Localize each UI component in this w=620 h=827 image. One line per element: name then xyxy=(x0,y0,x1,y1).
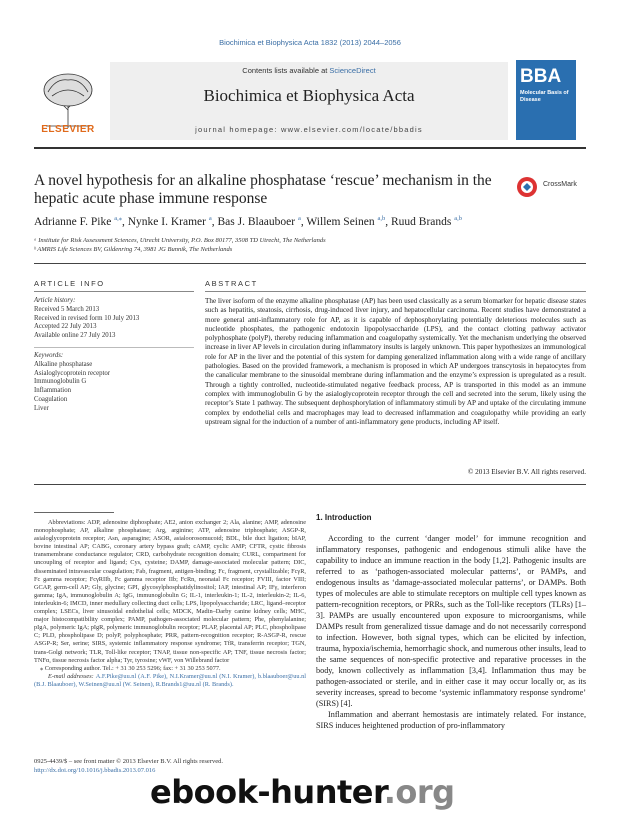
author-name: Ruud Brands xyxy=(391,215,452,228)
author-name: Willem Seinen xyxy=(306,215,375,228)
abbreviations-footnote xyxy=(34,519,306,689)
keyword: Alkaline phosphatase xyxy=(34,360,93,368)
author-list: Adrianne F. Pike $^{a,⁎}$, Nynke I. Kramer $^a$, Bas J. Blaauboer $^a$, Willem Seinen $^{a,b}$, Ruud Brands $^{a,b}$ xyxy=(34,215,463,228)
abstract-text: The liver isoform of the enzyme alkaline phosphatase (AP) has been used classically as a serum biomarker for hepatic disease states such as hepatitis, steatosis, cirrhosis, drug-induced liver injury, and hepatocellular carcinoma. Recent studies have demonstrated a more general anti-inflammatory role for AP, as it is capable of dephosphorylating potentially deleterious molecules such as nucleotide phosphates, the pathogenic endotoxin lipopolysaccharide (LPS), and the contact clotting pathway activator polyphosphate (polyP), thereby reducing inflammation and coagulopathy systemically. Yet the mechanism underlying the observed increase in liver AP levels in circulation during inflammatory insults is largely unknown. This paper hypothesizes an immunological role for AP in the liver and the potential of this system for damping generalized inflammation along with a wide range of ancillary pathologies. Based on the provided framework, a mechanism is proposed in which AP undergoes transcytosis in hepatocytes from the canalicular membrane to the sinusoidal membrane during inflammation and the enzyme’s expression is upregulated as a result. Through a tightly controlled, nucleotide-stimulated negative feedback process, AP is transported in this model as an immune complex with immunoglobulin G by the asialoglycoprotein receptor through the cell and secreted into the serum, likely using the receptor’s State 1 pathway. The subsequent dephosphorylation of inflammatory stimuli by AP and uptake of the circulating immune complex by endothelial cells and macrophages may lead to decreased inflammation and coagulopathy while providing an early upstream signal for the induction of a number of anti-inflammatory gene products, including AP itself. xyxy=(205,297,586,426)
keywords xyxy=(34,352,194,414)
keyword: Asialoglycoprotein receptor xyxy=(34,369,111,377)
divider xyxy=(205,291,586,292)
article-info-heading: ARTICLE INFO xyxy=(34,279,105,288)
history-item: Received in revised form 10 July 2013 xyxy=(34,314,140,322)
email-label: E-mail addresses: xyxy=(48,672,96,680)
section-heading: 1. Introduction xyxy=(316,513,372,522)
copyright-notice: © 2013 Elsevier B.V. All rights reserved. xyxy=(467,468,586,476)
history-label: Article history: xyxy=(34,297,76,304)
introduction-body xyxy=(316,533,586,731)
affiliation-b: ᵇ AMRIS Life Sciences BV, Gildenring 74, 3981 JG Bunnik, The Netherlands xyxy=(34,246,233,253)
abstract-heading: ABSTRACT xyxy=(205,279,258,288)
cover-subtitle: Molecular Basis of Disease xyxy=(520,90,569,103)
keyword: Immunoglobulin G xyxy=(34,378,87,386)
header-rule xyxy=(34,147,586,149)
divider xyxy=(34,347,194,348)
email-addresses[interactable]: A.F.Pike@uu.nl (A.F. Pike), N.I.Kramer@uu.nl (N.I. Kramer), b.blaauboer@uu.nl (B.J. Blaauboer), W.Seinen@uu.nl (W. Seinen), R.Brands1@uu.nl (R. Brands). xyxy=(34,672,306,688)
journal-homepage[interactable]: journal homepage: www.elsevier.com/locate/bbadis xyxy=(195,125,423,134)
divider xyxy=(34,484,586,485)
paragraph: According to the current ‘danger model’ for immune recognition and inflammatory responses, pathogenic and endogenous stimuli alike have the capability to induce an immune reaction in the body [1,2]. Pathogenic insults are referred to as ‘pathogen-associated molecular patterns’, or PAMPs, and endogenous insults as ‘damage-associated molecular patterns’, or DAMPs. Both types of molecules are able to stimulate receptors on multiple cell types known as pattern-recognition receptors, or PRRs, such as the Toll-like receptors (TLRs) [1–3]. PAMPs are usually encountered upon exposure to microorganisms, while DAMPs result from generalized tissue damage and do not necessarily correspond to infection. However, both signal types, which can be elicited by infection, trauma, hypoxia/ischemia, hemorrhagic shock, and numerous other insults, lead to the same sequences of non-specific protective and reparative processes in the body, known collectively as inflammation [3,4]. Inflammation thus may be pathogen-associated or sterile, and in either case it may occur locally or, as its severity increases, spread to become ‘systemic inflammatory response syndrome’ (SIRS) [4]. xyxy=(316,534,586,708)
history-item: Available online 27 July 2013 xyxy=(34,332,116,340)
history-item: Accepted 22 July 2013 xyxy=(34,323,97,331)
journal-name: Biochimica et Biophysica Acta xyxy=(203,86,415,105)
author-name: Bas J. Blaauboer xyxy=(217,215,296,228)
footnote-rule xyxy=(34,512,114,513)
doi-link[interactable]: http://dx.doi.org/10.1016/j.bbadis.2013.07.016 xyxy=(34,766,156,774)
keyword: Coagulation xyxy=(34,395,68,403)
history-item: Received 5 March 2013 xyxy=(34,305,100,313)
sciencedirect-link[interactable]: ScienceDirect xyxy=(329,66,376,75)
keyword: Liver xyxy=(34,404,49,412)
watermark: ebook-hunter.org xyxy=(150,773,455,811)
issn-line: 0925-4439/$ – see front matter © 2013 Elsevier B.V. All rights reserved. xyxy=(34,758,223,765)
abbreviations-text: Abbreviations: ADP, adenosine diphosphate; AE2, anion exchanger 2; Ala, alanine; AMP, adenosine monophosphate; AP, alkaline phosphatase; Arg, arginine; ATP, adenosine triphosphate; ASGP-R, asialoglycoprotein receptor; Asn, asparagine; ASOR, asialoorosomucoid; BDL, bile duct ligation; bIAP, bovine intestinal AP; CABG, coronary artery bypass graft; cAMP, cyclic AMP; CFTR, cystic fibrosis transmembrane conductance regulator; CRD, carbohydrate recognition domain; CURL, compartment for uncoupling of receptor and ligand; Cys, cysteine; DAMP, damage-associated molecular pattern; DIC, disseminated intravascular coagulation; Fab, fragment, antigen-binding; Fc, fragment, crystallizable; FcγR, Fc gamma receptor; FcγRIIb, Fc gamma receptor IIb; FcRn, neonatal Fc receptor; FVIII, factor VIII; GCAP, germ-cell AP; Gly, glycine; GPI, glycosylphosphatidylinositol; IAP, intestinal AP; IFγ, interferon gamma; IgA, immunoglobulin A; IgG, immunoglobulin G; IL-1, interleukin-1; IL-2, interleukin-2; IL-6, interleukin-6; IMCD, inner medullary collecting duct cells; LPS, lipopolysaccharide; LRC, ligand–receptor complex; LSECs, liver sinusoidal endothelial cells; MDCK, Madin–Darby canine kidney cells; MHC, major histocompatibility complex; PAMP, pathogen-associated molecular pattern; Phe, phenylalanine; pIgA, polymeric IgA; pIgR, polymeric immunoglobulin receptor; PLAP, placental AP; PLC, phospholipase C; PLD, phospholipase D; polyP, polyphosphate; PRR, pattern-recognition receptor; R-ASGP-R, rescue ASGP-R; Ser, serine; SIRS, systemic inflammatory response syndrome; TfR, transferrin receptor; TGN, trans-Golgi network; TLR, Toll-like receptor; TNAP, tissue non-specific AP; TNF, tissue necrosis factor; TNFα, tissue necrosis factor alpha; Tyr, tyrosine; vWF, von Willebrand factor xyxy=(34,519,306,664)
corresponding-author: ⁎ Corresponding author. Tel.: + 31 30 253 5296; fax: + 31 30 253 5077. xyxy=(40,664,221,672)
contents-available: Contents lists available at ScienceDirect xyxy=(242,66,376,75)
article-history xyxy=(34,297,194,341)
divider xyxy=(34,263,586,264)
affiliation-a: ᵃ Institute for Risk Assessment Sciences, Utrecht University, P.O. Box 80177, 3508 TD Utrecht, The Netherlands xyxy=(34,237,326,244)
journal-citation[interactable]: Biochimica et Biophysica Acta 1832 (2013) 2044–2056 xyxy=(219,38,401,47)
cover-title: BBA xyxy=(520,66,562,87)
keyword: Inflammation xyxy=(34,387,71,395)
author-name: Nynke I. Kramer xyxy=(127,215,206,228)
author-name: Adrianne F. Pike xyxy=(34,215,112,228)
crossmark-icon[interactable] xyxy=(516,176,538,198)
paragraph: Inflammation and aberrant hemostasis are intimately related. For instance, SIRS induces heightened production of pro-inflammatory xyxy=(316,710,586,730)
article-title: A novel hypothesis for an alkaline phosphatase ‘rescue’ mechanism in the hepatic acute phase immune response xyxy=(34,172,492,207)
divider xyxy=(34,291,194,292)
crossmark-label[interactable]: CrossMark xyxy=(543,181,577,188)
keywords-label: Keywords: xyxy=(34,352,64,359)
publisher-wordmark: ELSEVIER xyxy=(41,124,95,135)
